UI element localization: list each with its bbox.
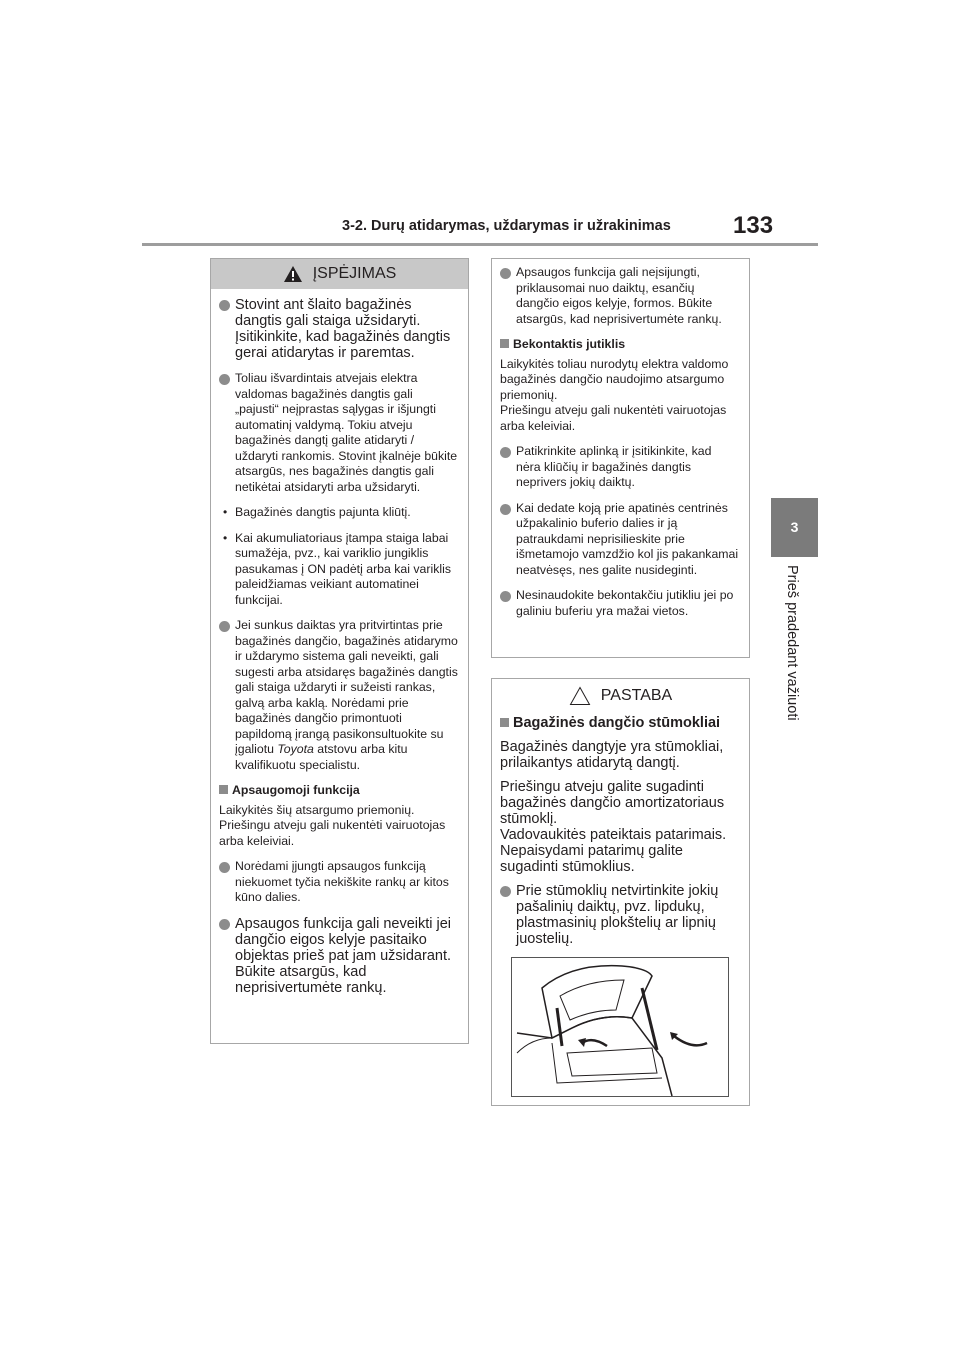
page-number: 133 [733,212,774,239]
circle-bullet-icon [500,268,511,279]
caution-outline-icon [569,686,591,706]
square-bullet-icon [219,785,228,794]
warning-title: ĮSPĖJIMAS [312,265,397,282]
tailgate-strut-illustration [511,957,729,1097]
warning-item: Nesinaudokite bekontakčiu jutikliu jei po galiniu buferiu yra mažai vietos. [500,588,739,619]
small-dot-icon: • [223,505,228,519]
section-text: Laikykitės šių atsargumo priemonių. Priešingu atveju gali nukentėti vairuotojas arba keleiviai. [219,802,446,848]
warning-item: Toliau išvardintais atvejais elektra valdomas bagažinės dangtis gali „pajusti“ neįprastas sąlygas ir išjungti automatinį valdymą. Tokiu atveju bagažinės dangtį galite atidaryti / uždaryti rankomis. Stovint įkalnėje būkite atsargūs, nes bagažinės dangtis gali netikėtai atsidaryti arba užsidaryti. [219,371,458,495]
circle-bullet-icon [500,447,511,458]
circle-bullet-icon [219,300,230,311]
section-title: 3-2. Durų atidarymas, uždarymas ir užrakinimas [342,218,671,234]
section-heading: Apsaugomoji funkcija [219,783,458,799]
circle-bullet-icon [500,591,511,602]
section-heading: Bagažinės dangčio stūmokliai [500,715,739,731]
open-tailgate-drawing [512,958,728,1096]
section-heading: Bekontaktis jutiklis [500,337,739,353]
section-text: Laikykitės toliau nurodytų elektra valdomo bagažinės dangčio naudojimo atsargumo priemonių. Priešingu atveju gali nukentėti vairuotojas arba keleiviai. [500,356,729,433]
small-dot-icon: • [223,530,228,545]
square-bullet-icon [500,339,509,348]
header-divider [142,243,818,246]
circle-bullet-icon [219,862,230,873]
circle-bullet-icon [500,504,511,515]
note-box [491,678,750,1106]
circle-bullet-icon [219,919,230,930]
note-paragraph: Bagažinės dangtyje yra stūmokliai, prilaikantys atidarytą dangtį. [500,739,724,771]
warning-box-header [211,259,468,289]
warning-item: Apsaugos funkcija gali neveikti jei dangčio eigos kelyje pasitaiko objektas prieš pat jam užsidarant. Būkite atsargūs, kad neprisivertumėte rankų. [219,916,458,996]
warning-continuation-box [491,258,750,658]
circle-bullet-icon [219,374,230,385]
warning-item: Jei sunkus daiktas yra pritvirtintas prie bagažinės dangčio, bagažinės atidarymo ir uždarymo sistema gali neveikti, gali sugesti arba atsidaręs bagažinės dangtis gali staiga uždaryti ir sužeisti rankas, galvą arba kaklą. Norėdami prie bagažinės dangčio primontuoti papildomą įrangą pasikonsultuokite su įgaliotu Toyota atstovu arba kitu kvalifikuotu specialistu. [219,618,458,773]
warning-item: Patikrinkite aplinką ir įsitikinkite, kad nėra kliūčių ir bagažinės dangtis neprivers jokių daiktų. [500,444,739,491]
square-bullet-icon [500,718,509,727]
warning-item: Stovint ant šlaito bagažinės dangtis gali staiga užsidaryti. Įsitikinkite, kad bagažinės dangtis gerai atidarytas ir paremtas. [219,297,458,361]
circle-bullet-icon [219,621,230,632]
warning-item: Kai dedate koją prie apatinės centrinės užpakalinio buferio dalies ir ją patraukdami neprisilieskite prie išmetamojo vamzdžio kol jis pakankamai neatvėsęs, nes galite nusideginti. [500,501,739,579]
warning-triangle-icon [283,265,303,283]
chapter-side-title: Prieš pradedant važiuoti [784,565,800,721]
warning-item: Apsaugos funkcija gali neįsijungti, priklausomai nuo daiktų, esančių dangčio eigos kelyje, formos. Būkite atsargūs, kad neprisivertumėte rankų. [500,265,739,327]
note-box-header [492,679,749,713]
chapter-number-tab: 3 [771,498,818,557]
warning-subitem: • Kai akumuliatoriaus įtampa staiga labai sumažėja, pvz., kai variklio jungiklis pasukamas į ON padėtį arba kai variklis paleidžiamas veikiant automatinei funkcijai. [223,530,451,607]
circle-bullet-icon [500,886,511,897]
note-paragraph: Priešingu atveju galite sugadinti bagažinės dangčio amortizatoriaus stūmoklį. Vadovaukitės pateiktais patarimais. Nepaisydami patarimų galite sugadinti stūmoklius. [500,779,727,875]
warning-subitem: • Bagažinės dangtis pajunta kliūtį. [223,505,411,519]
warning-box [210,258,469,1044]
note-title: PASTABA [600,687,673,704]
note-item: Prie stūmoklių netvirtinkite jokių pašalinių daiktų, pvz. lipdukų, plastmasinių plokštelių ar lipnių juostelių. [500,883,739,947]
warning-item: Norėdami įjungti apsaugos funkciją niekuomet tyčia nekiškite rankų ar kitos kūno dalies. [219,859,458,906]
